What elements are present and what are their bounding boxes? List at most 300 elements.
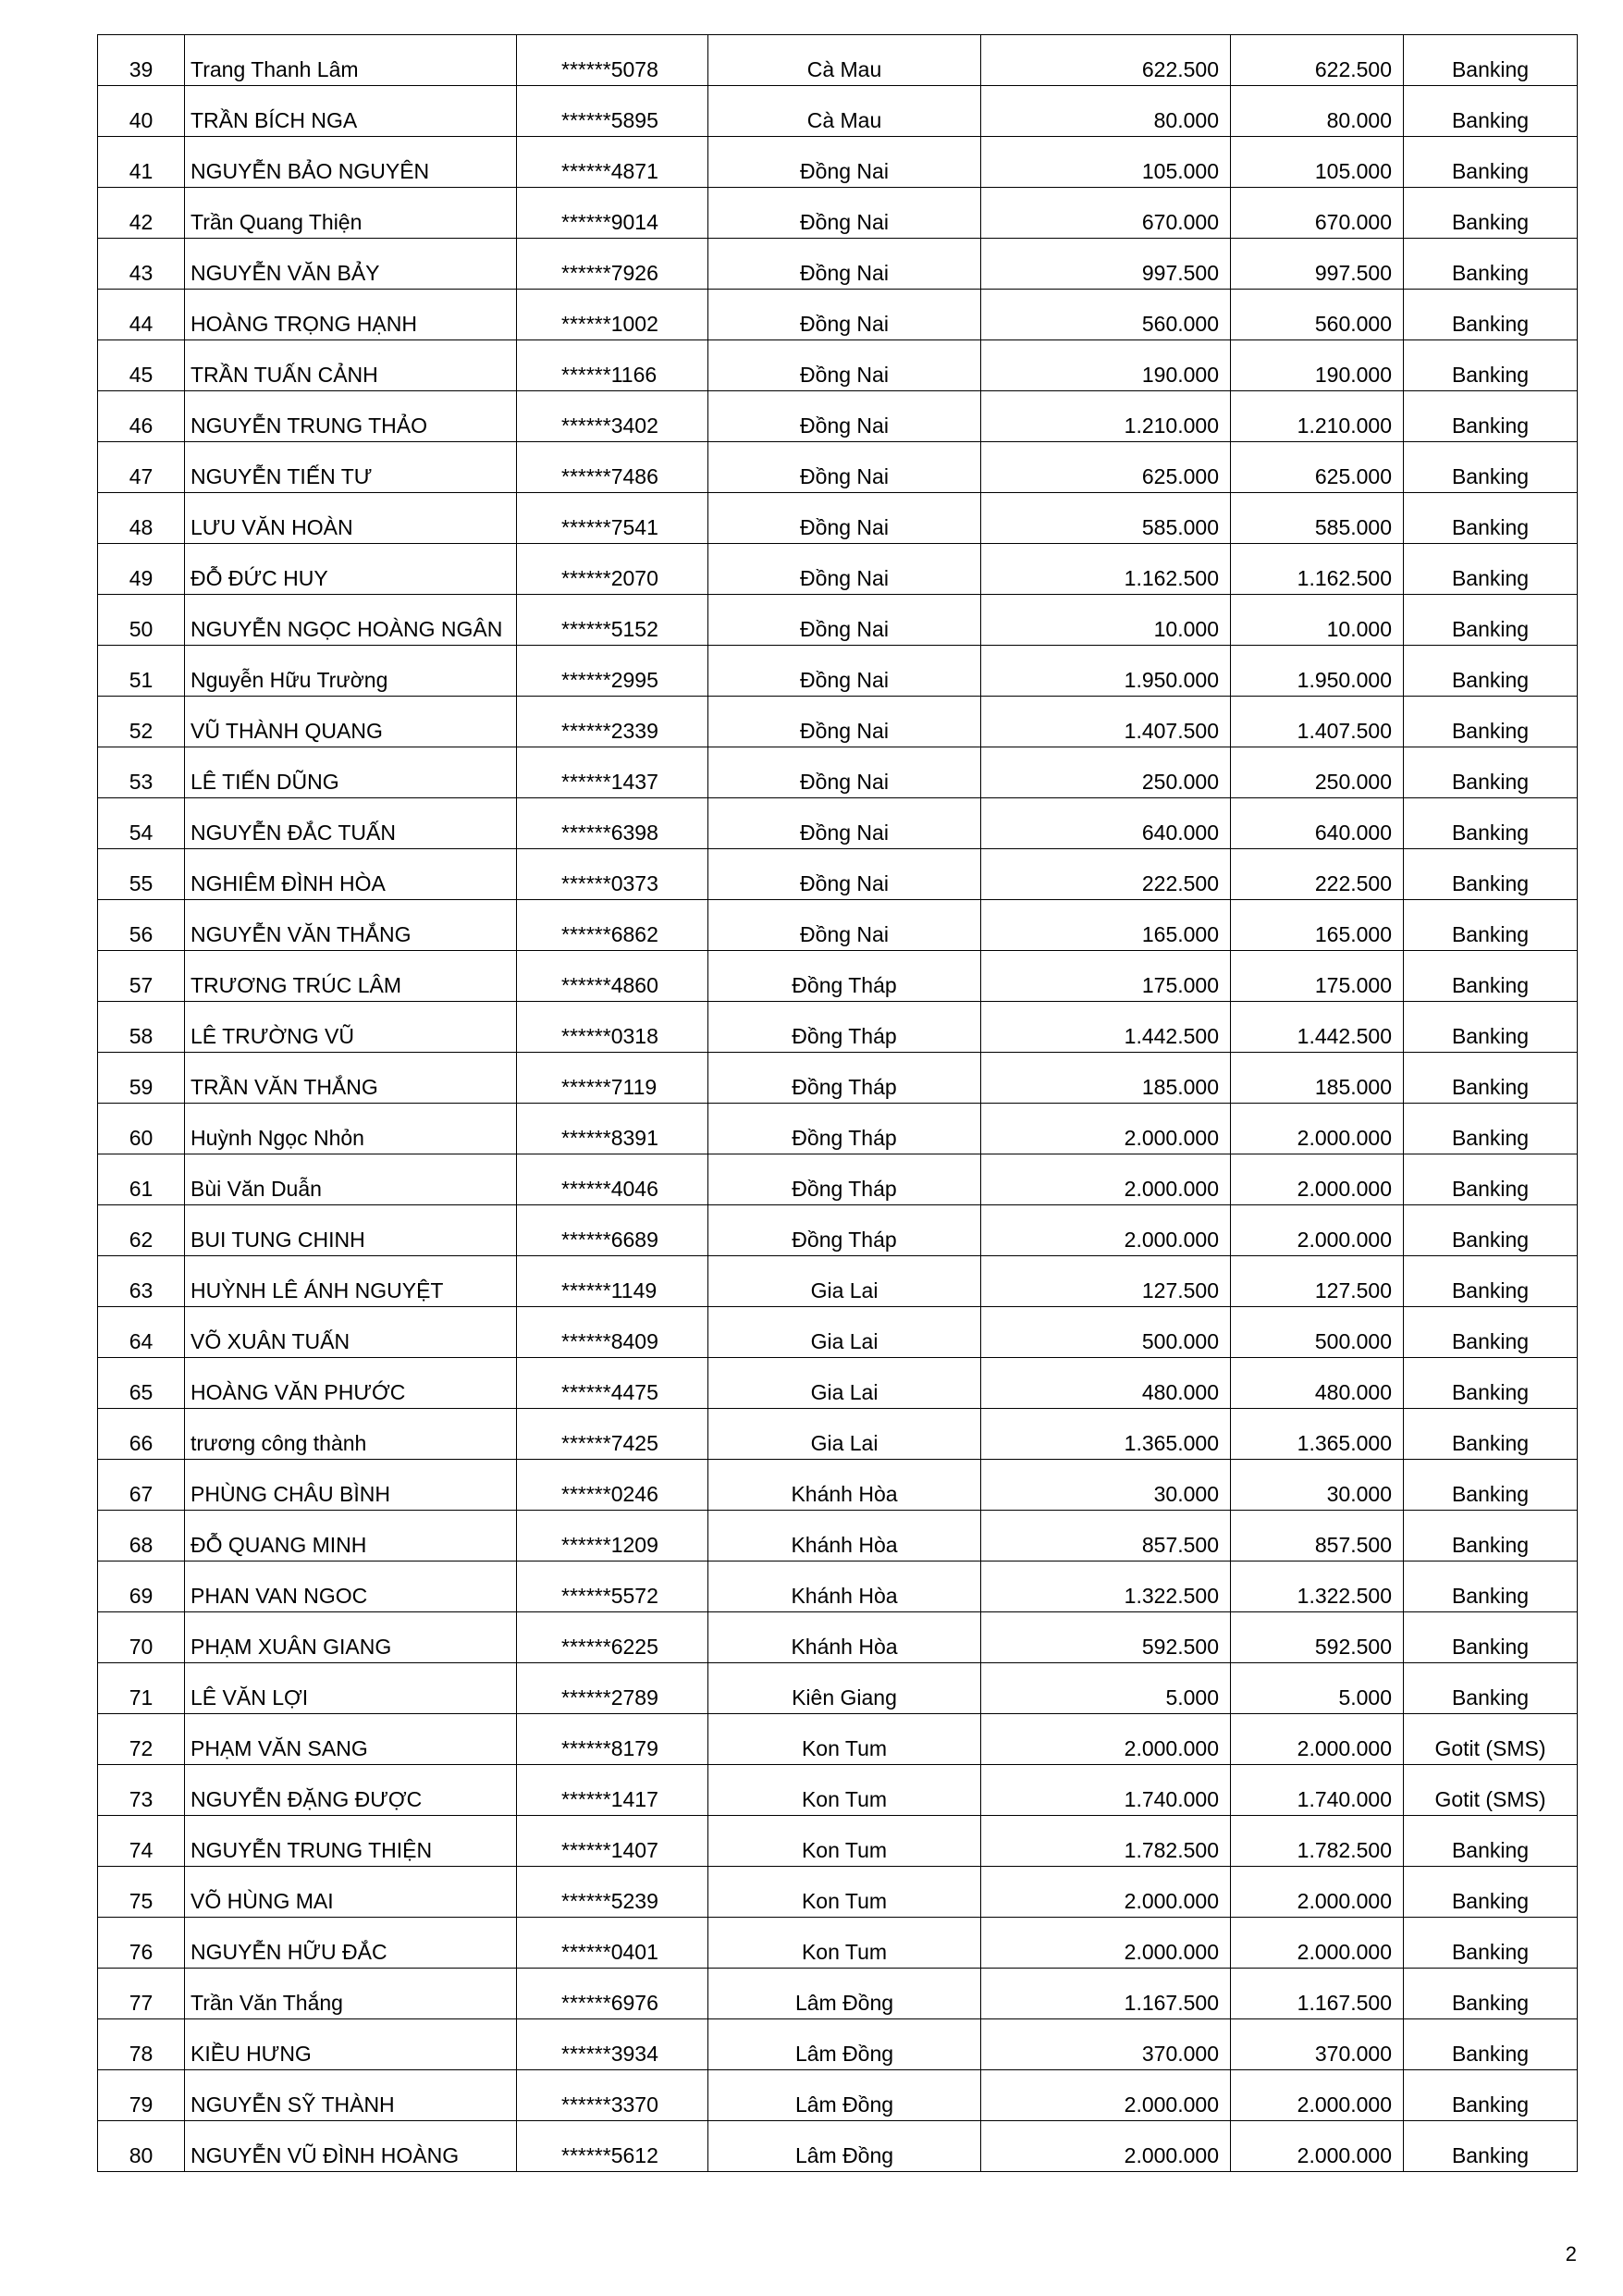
table-row (98, 1663, 1578, 1714)
name-cell: NGUYỄN NGỌC HOÀNG NGÂN (185, 595, 517, 646)
row-number-cell: 42 (98, 188, 185, 239)
table-row (98, 849, 1578, 900)
province-cell: Lâm Đồng (708, 2070, 981, 2121)
row-number-cell: 61 (98, 1154, 185, 1205)
name-cell: ĐỖ QUANG MINH (185, 1511, 517, 1562)
row-number-cell: 75 (98, 1867, 185, 1918)
amount-cell: 1.167.500 (981, 1969, 1231, 2019)
account-cell: ******7486 (517, 442, 708, 493)
province-cell: Gia Lai (708, 1358, 981, 1409)
province-cell: Kon Tum (708, 1765, 981, 1816)
table-row (98, 137, 1578, 188)
account-cell: ******5572 (517, 1562, 708, 1612)
payment-method-cell: Banking (1404, 137, 1578, 188)
paid-amount-cell: 560.000 (1231, 290, 1404, 340)
table-row (98, 1307, 1578, 1358)
table-row (98, 493, 1578, 544)
paid-amount-cell: 1.407.500 (1231, 697, 1404, 747)
name-cell: PHAN VAN NGOC (185, 1562, 517, 1612)
paid-amount-cell: 997.500 (1231, 239, 1404, 290)
amount-cell: 1.322.500 (981, 1562, 1231, 1612)
table-row (98, 544, 1578, 595)
amount-cell: 585.000 (981, 493, 1231, 544)
paid-amount-cell: 2.000.000 (1231, 2070, 1404, 2121)
table-row (98, 1562, 1578, 1612)
payment-method-cell: Banking (1404, 1307, 1578, 1358)
account-cell: ******3370 (517, 2070, 708, 2121)
paid-amount-cell: 1.322.500 (1231, 1562, 1404, 1612)
province-cell: Đồng Tháp (708, 1104, 981, 1154)
row-number-cell: 80 (98, 2121, 185, 2172)
amount-cell: 250.000 (981, 747, 1231, 798)
account-cell: ******6689 (517, 1205, 708, 1256)
amount-cell: 480.000 (981, 1358, 1231, 1409)
account-cell: ******7541 (517, 493, 708, 544)
payment-method-cell: Banking (1404, 697, 1578, 747)
row-number-cell: 44 (98, 290, 185, 340)
row-number-cell: 46 (98, 391, 185, 442)
row-number-cell: 73 (98, 1765, 185, 1816)
account-cell: ******5239 (517, 1867, 708, 1918)
province-cell: Khánh Hòa (708, 1460, 981, 1511)
amount-cell: 370.000 (981, 2019, 1231, 2070)
amount-cell: 2.000.000 (981, 1714, 1231, 1765)
payment-method-cell: Banking (1404, 391, 1578, 442)
account-cell: ******3934 (517, 2019, 708, 2070)
account-cell: ******1002 (517, 290, 708, 340)
amount-cell: 622.500 (981, 35, 1231, 86)
payment-method-cell: Banking (1404, 646, 1578, 697)
table-row (98, 1714, 1578, 1765)
name-cell: VŨ THÀNH QUANG (185, 697, 517, 747)
table-row (98, 798, 1578, 849)
paid-amount-cell: 625.000 (1231, 442, 1404, 493)
province-cell: Gia Lai (708, 1256, 981, 1307)
payment-method-cell: Banking (1404, 290, 1578, 340)
paid-amount-cell: 670.000 (1231, 188, 1404, 239)
row-number-cell: 60 (98, 1104, 185, 1154)
name-cell: NGUYỄN ĐẶNG ĐƯỢC (185, 1765, 517, 1816)
paid-amount-cell: 222.500 (1231, 849, 1404, 900)
name-cell: NGHIÊM ĐÌNH HÒA (185, 849, 517, 900)
name-cell: LÊ TRƯỜNG VŨ (185, 1002, 517, 1053)
province-cell: Kon Tum (708, 1867, 981, 1918)
payment-method-cell: Banking (1404, 1358, 1578, 1409)
paid-amount-cell: 1.210.000 (1231, 391, 1404, 442)
row-number-cell: 45 (98, 340, 185, 391)
name-cell: LÊ TIẾN DŨNG (185, 747, 517, 798)
name-cell: VÕ XUÂN TUẤN (185, 1307, 517, 1358)
province-cell: Đồng Tháp (708, 1053, 981, 1104)
amount-cell: 80.000 (981, 86, 1231, 137)
row-number-cell: 59 (98, 1053, 185, 1104)
paid-amount-cell: 370.000 (1231, 2019, 1404, 2070)
row-number-cell: 77 (98, 1969, 185, 2019)
paid-amount-cell: 2.000.000 (1231, 2121, 1404, 2172)
name-cell: TRẦN TUẤN CẢNH (185, 340, 517, 391)
payment-method-cell: Banking (1404, 1154, 1578, 1205)
province-cell: Đồng Nai (708, 391, 981, 442)
paid-amount-cell: 622.500 (1231, 35, 1404, 86)
paid-amount-cell: 1.162.500 (1231, 544, 1404, 595)
payment-method-cell: Banking (1404, 1612, 1578, 1663)
amount-cell: 5.000 (981, 1663, 1231, 1714)
name-cell: Huỳnh Ngọc Nhỏn (185, 1104, 517, 1154)
row-number-cell: 54 (98, 798, 185, 849)
payment-method-cell: Banking (1404, 1816, 1578, 1867)
table-row (98, 1918, 1578, 1969)
account-cell: ******4046 (517, 1154, 708, 1205)
paid-amount-cell: 1.365.000 (1231, 1409, 1404, 1460)
row-number-cell: 49 (98, 544, 185, 595)
table-row (98, 340, 1578, 391)
province-cell: Đồng Nai (708, 442, 981, 493)
table-row (98, 747, 1578, 798)
row-number-cell: 66 (98, 1409, 185, 1460)
paid-amount-cell: 30.000 (1231, 1460, 1404, 1511)
province-cell: Lâm Đồng (708, 2019, 981, 2070)
account-cell: ******0318 (517, 1002, 708, 1053)
row-number-cell: 67 (98, 1460, 185, 1511)
amount-cell: 1.407.500 (981, 697, 1231, 747)
amount-cell: 30.000 (981, 1460, 1231, 1511)
row-number-cell: 79 (98, 2070, 185, 2121)
province-cell: Đồng Nai (708, 646, 981, 697)
province-cell: Lâm Đồng (708, 1969, 981, 2019)
name-cell: HOÀNG VĂN PHƯỚC (185, 1358, 517, 1409)
name-cell: HUỲNH LÊ ÁNH NGUYỆT (185, 1256, 517, 1307)
row-number-cell: 48 (98, 493, 185, 544)
payment-method-cell: Banking (1404, 900, 1578, 951)
payment-method-cell: Gotit (SMS) (1404, 1765, 1578, 1816)
account-cell: ******4475 (517, 1358, 708, 1409)
amount-cell: 2.000.000 (981, 2121, 1231, 2172)
account-cell: ******8409 (517, 1307, 708, 1358)
province-cell: Đồng Nai (708, 849, 981, 900)
name-cell: Trang Thanh Lâm (185, 35, 517, 86)
amount-cell: 10.000 (981, 595, 1231, 646)
account-cell: ******7119 (517, 1053, 708, 1104)
account-cell: ******5895 (517, 86, 708, 137)
paid-amount-cell: 585.000 (1231, 493, 1404, 544)
row-number-cell: 62 (98, 1205, 185, 1256)
province-cell: Kon Tum (708, 1816, 981, 1867)
table-row (98, 1511, 1578, 1562)
table-row (98, 1205, 1578, 1256)
account-cell: ******5152 (517, 595, 708, 646)
row-number-cell: 56 (98, 900, 185, 951)
name-cell: Trần Văn Thắng (185, 1969, 517, 2019)
amount-cell: 2.000.000 (981, 2070, 1231, 2121)
name-cell: VÕ HÙNG MAI (185, 1867, 517, 1918)
paid-amount-cell: 857.500 (1231, 1511, 1404, 1562)
payment-method-cell: Banking (1404, 1002, 1578, 1053)
paid-amount-cell: 2.000.000 (1231, 1205, 1404, 1256)
payment-method-cell: Banking (1404, 340, 1578, 391)
amount-cell: 175.000 (981, 951, 1231, 1002)
amount-cell: 2.000.000 (981, 1154, 1231, 1205)
name-cell: ĐỖ ĐỨC HUY (185, 544, 517, 595)
province-cell: Đồng Nai (708, 798, 981, 849)
row-number-cell: 64 (98, 1307, 185, 1358)
row-number-cell: 76 (98, 1918, 185, 1969)
amount-cell: 1.365.000 (981, 1409, 1231, 1460)
name-cell: NGUYỄN VŨ ĐÌNH HOÀNG (185, 2121, 517, 2172)
amount-cell: 670.000 (981, 188, 1231, 239)
page-number: 2 (1565, 2242, 1577, 2265)
account-cell: ******9014 (517, 188, 708, 239)
paid-amount-cell: 5.000 (1231, 1663, 1404, 1714)
account-cell: ******0401 (517, 1918, 708, 1969)
name-cell: Bùi Văn Duẫn (185, 1154, 517, 1205)
table-row (98, 646, 1578, 697)
account-cell: ******4860 (517, 951, 708, 1002)
paid-amount-cell: 2.000.000 (1231, 1104, 1404, 1154)
payment-method-cell: Banking (1404, 2019, 1578, 2070)
table-row (98, 2019, 1578, 2070)
table-row (98, 697, 1578, 747)
table-row (98, 2121, 1578, 2172)
amount-cell: 1.210.000 (981, 391, 1231, 442)
payment-method-cell: Banking (1404, 1663, 1578, 1714)
payment-method-cell: Banking (1404, 1918, 1578, 1969)
payment-method-cell: Banking (1404, 595, 1578, 646)
amount-cell: 640.000 (981, 798, 1231, 849)
row-number-cell: 53 (98, 747, 185, 798)
account-cell: ******8179 (517, 1714, 708, 1765)
row-number-cell: 43 (98, 239, 185, 290)
table-row (98, 1816, 1578, 1867)
name-cell: NGUYỄN VĂN BẢY (185, 239, 517, 290)
row-number-cell: 50 (98, 595, 185, 646)
name-cell: PHẠM XUÂN GIANG (185, 1612, 517, 1663)
amount-cell: 592.500 (981, 1612, 1231, 1663)
payment-method-cell: Banking (1404, 1409, 1578, 1460)
account-cell: ******1437 (517, 747, 708, 798)
paid-amount-cell: 127.500 (1231, 1256, 1404, 1307)
paid-amount-cell: 80.000 (1231, 86, 1404, 137)
account-cell: ******8391 (517, 1104, 708, 1154)
paid-amount-cell: 2.000.000 (1231, 1867, 1404, 1918)
province-cell: Đồng Tháp (708, 951, 981, 1002)
table-body (98, 35, 1578, 2172)
amount-cell: 165.000 (981, 900, 1231, 951)
account-cell: ******2339 (517, 697, 708, 747)
paid-amount-cell: 2.000.000 (1231, 1714, 1404, 1765)
row-number-cell: 70 (98, 1612, 185, 1663)
payment-method-cell: Banking (1404, 1460, 1578, 1511)
amount-cell: 1.162.500 (981, 544, 1231, 595)
name-cell: TRƯƠNG TRÚC LÂM (185, 951, 517, 1002)
paid-amount-cell: 185.000 (1231, 1053, 1404, 1104)
payment-method-cell: Banking (1404, 747, 1578, 798)
payment-method-cell: Banking (1404, 86, 1578, 137)
province-cell: Khánh Hòa (708, 1511, 981, 1562)
name-cell: HOÀNG TRỌNG HẠNH (185, 290, 517, 340)
amount-cell: 2.000.000 (981, 1867, 1231, 1918)
table-row (98, 86, 1578, 137)
name-cell: TRẦN VĂN THẮNG (185, 1053, 517, 1104)
province-cell: Đồng Nai (708, 544, 981, 595)
table-row (98, 1612, 1578, 1663)
account-cell: ******1209 (517, 1511, 708, 1562)
paid-amount-cell: 640.000 (1231, 798, 1404, 849)
province-cell: Đồng Nai (708, 900, 981, 951)
payment-method-cell: Banking (1404, 1867, 1578, 1918)
province-cell: Gia Lai (708, 1307, 981, 1358)
row-number-cell: 69 (98, 1562, 185, 1612)
row-number-cell: 68 (98, 1511, 185, 1562)
account-cell: ******5612 (517, 2121, 708, 2172)
amount-cell: 2.000.000 (981, 1104, 1231, 1154)
row-number-cell: 58 (98, 1002, 185, 1053)
account-cell: ******7425 (517, 1409, 708, 1460)
name-cell: LÊ VĂN LỢI (185, 1663, 517, 1714)
row-number-cell: 71 (98, 1663, 185, 1714)
paid-amount-cell: 1.950.000 (1231, 646, 1404, 697)
amount-cell: 857.500 (981, 1511, 1231, 1562)
name-cell: Trần Quang Thiện (185, 188, 517, 239)
table-row (98, 595, 1578, 646)
amount-cell: 1.950.000 (981, 646, 1231, 697)
payment-method-cell: Banking (1404, 239, 1578, 290)
payment-method-cell: Banking (1404, 1104, 1578, 1154)
account-cell: ******0246 (517, 1460, 708, 1511)
table-row (98, 1154, 1578, 1205)
payment-method-cell: Banking (1404, 1205, 1578, 1256)
payment-method-cell: Gotit (SMS) (1404, 1714, 1578, 1765)
amount-cell: 1.782.500 (981, 1816, 1231, 1867)
row-number-cell: 39 (98, 35, 185, 86)
amount-cell: 190.000 (981, 340, 1231, 391)
name-cell: LƯU VĂN HOÀN (185, 493, 517, 544)
table-row (98, 1053, 1578, 1104)
paid-amount-cell: 480.000 (1231, 1358, 1404, 1409)
province-cell: Gia Lai (708, 1409, 981, 1460)
table-row (98, 188, 1578, 239)
province-cell: Kon Tum (708, 1714, 981, 1765)
table-row (98, 239, 1578, 290)
table-row (98, 290, 1578, 340)
amount-cell: 1.442.500 (981, 1002, 1231, 1053)
payment-method-cell: Banking (1404, 442, 1578, 493)
account-cell: ******0373 (517, 849, 708, 900)
payment-method-cell: Banking (1404, 798, 1578, 849)
province-cell: Cà Mau (708, 35, 981, 86)
amount-cell: 997.500 (981, 239, 1231, 290)
payment-method-cell: Banking (1404, 2070, 1578, 2121)
paid-amount-cell: 1.167.500 (1231, 1969, 1404, 2019)
account-cell: ******2995 (517, 646, 708, 697)
payment-method-cell: Banking (1404, 1511, 1578, 1562)
paid-amount-cell: 500.000 (1231, 1307, 1404, 1358)
row-number-cell: 72 (98, 1714, 185, 1765)
province-cell: Khánh Hòa (708, 1562, 981, 1612)
row-number-cell: 74 (98, 1816, 185, 1867)
table-row (98, 35, 1578, 86)
row-number-cell: 41 (98, 137, 185, 188)
payment-method-cell: Banking (1404, 493, 1578, 544)
account-cell: ******5078 (517, 35, 708, 86)
account-cell: ******1417 (517, 1765, 708, 1816)
province-cell: Đồng Nai (708, 340, 981, 391)
payment-method-cell: Banking (1404, 1562, 1578, 1612)
row-number-cell: 52 (98, 697, 185, 747)
payment-method-cell: Banking (1404, 35, 1578, 86)
payment-method-cell: Banking (1404, 951, 1578, 1002)
table-row (98, 2070, 1578, 2121)
amount-cell: 105.000 (981, 137, 1231, 188)
amount-cell: 2.000.000 (981, 1918, 1231, 1969)
name-cell: BUI TUNG CHINH (185, 1205, 517, 1256)
province-cell: Lâm Đồng (708, 2121, 981, 2172)
name-cell: PHẠM VĂN SANG (185, 1714, 517, 1765)
row-number-cell: 47 (98, 442, 185, 493)
table-row (98, 951, 1578, 1002)
province-cell: Kon Tum (708, 1918, 981, 1969)
paid-amount-cell: 2.000.000 (1231, 1918, 1404, 1969)
amount-cell: 625.000 (981, 442, 1231, 493)
account-cell: ******3402 (517, 391, 708, 442)
payment-method-cell: Banking (1404, 849, 1578, 900)
province-cell: Đồng Nai (708, 239, 981, 290)
payment-method-cell: Banking (1404, 2121, 1578, 2172)
name-cell: NGUYỄN TRUNG THIỆN (185, 1816, 517, 1867)
account-cell: ******6225 (517, 1612, 708, 1663)
account-cell: ******6976 (517, 1969, 708, 2019)
table-row (98, 1409, 1578, 1460)
row-number-cell: 78 (98, 2019, 185, 2070)
row-number-cell: 63 (98, 1256, 185, 1307)
name-cell: NGUYỄN ĐẮC TUẤN (185, 798, 517, 849)
paid-amount-cell: 175.000 (1231, 951, 1404, 1002)
table-row (98, 1460, 1578, 1511)
account-cell: ******2070 (517, 544, 708, 595)
paid-amount-cell: 2.000.000 (1231, 1154, 1404, 1205)
amount-cell: 185.000 (981, 1053, 1231, 1104)
name-cell: PHÙNG CHÂU BÌNH (185, 1460, 517, 1511)
amount-cell: 560.000 (981, 290, 1231, 340)
table-row (98, 391, 1578, 442)
paid-amount-cell: 592.500 (1231, 1612, 1404, 1663)
table-row (98, 1969, 1578, 2019)
row-number-cell: 40 (98, 86, 185, 137)
name-cell: NGUYỄN VĂN THẮNG (185, 900, 517, 951)
table-row (98, 1104, 1578, 1154)
account-cell: ******1149 (517, 1256, 708, 1307)
province-cell: Kiên Giang (708, 1663, 981, 1714)
payment-method-cell: Banking (1404, 544, 1578, 595)
province-cell: Đồng Nai (708, 747, 981, 798)
row-number-cell: 51 (98, 646, 185, 697)
name-cell: NGUYỄN BẢO NGUYÊN (185, 137, 517, 188)
province-cell: Đồng Nai (708, 137, 981, 188)
name-cell: TRẦN BÍCH NGA (185, 86, 517, 137)
amount-cell: 1.740.000 (981, 1765, 1231, 1816)
name-cell: NGUYỄN TRUNG THẢO (185, 391, 517, 442)
account-cell: ******1407 (517, 1816, 708, 1867)
paid-amount-cell: 250.000 (1231, 747, 1404, 798)
paid-amount-cell: 1.782.500 (1231, 1816, 1404, 1867)
province-cell: Đồng Tháp (708, 1205, 981, 1256)
province-cell: Đồng Tháp (708, 1002, 981, 1053)
name-cell: Nguyễn Hữu Trường (185, 646, 517, 697)
name-cell: NGUYỄN TIẾN TƯ (185, 442, 517, 493)
table-row (98, 1765, 1578, 1816)
payout-table (97, 34, 1578, 2172)
table-row (98, 900, 1578, 951)
amount-cell: 2.000.000 (981, 1205, 1231, 1256)
